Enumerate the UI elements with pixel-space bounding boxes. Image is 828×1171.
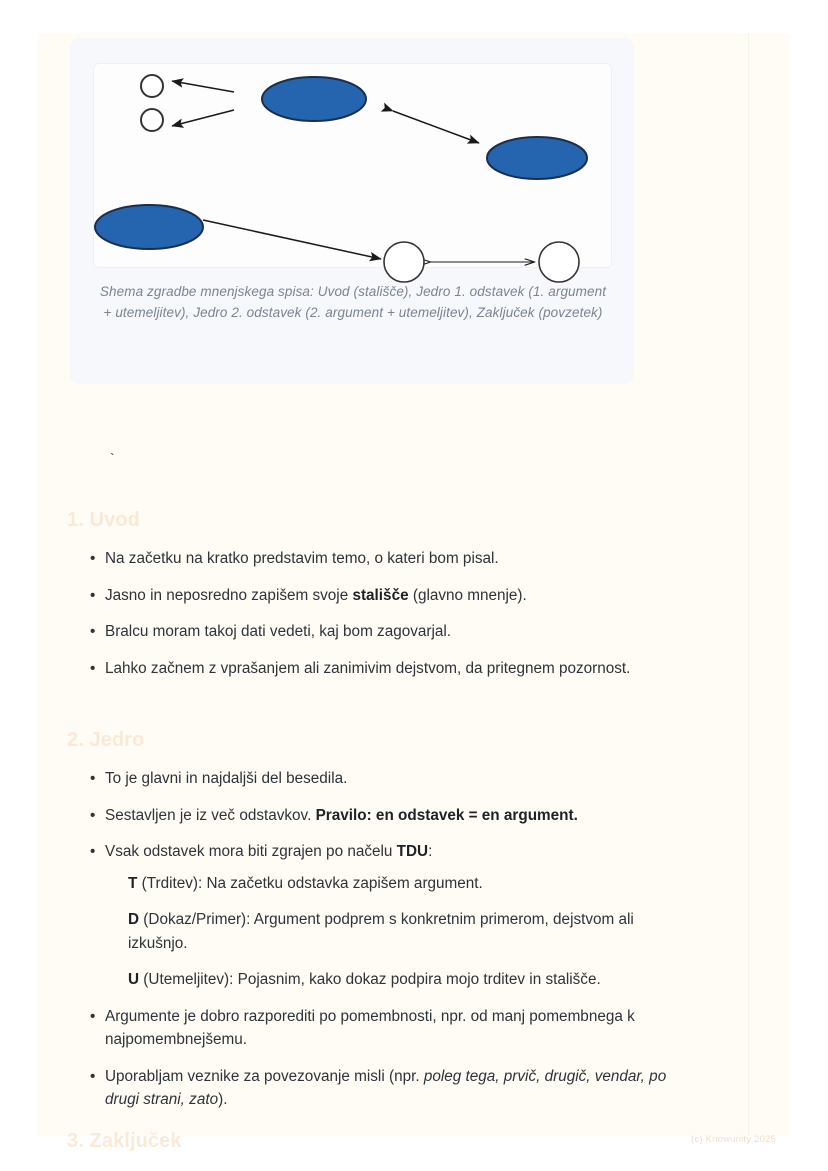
list-item-text: Vsak odstavek mora biti zgrajen po načelu TDU: (105, 843, 433, 860)
list-item-text: Na začetku na kratko predstavim temo, o kateri bom pisal. (105, 550, 499, 567)
schema-diagram-svg (94, 64, 611, 267)
bullet-marker (90, 584, 95, 608)
arrow-uvod-to-circle-second (172, 110, 234, 126)
list-item (67, 804, 667, 828)
bullet-marker (90, 804, 95, 828)
ellipse-jedro-2 (95, 205, 203, 249)
sub-list-item (105, 968, 667, 992)
page-vertical-rule (748, 33, 749, 1136)
list-item-text: To je glavni in najdaljši del besedila. (105, 770, 348, 787)
arrow-jedro2-to-zakljucek (203, 220, 381, 259)
stray-backtick-character: ` (108, 452, 117, 468)
figure-card (70, 38, 634, 384)
bullet-marker (90, 547, 95, 571)
small-circle-second-icon (141, 109, 163, 131)
bullet-list-uvod (67, 547, 667, 693)
list-item (67, 767, 667, 791)
list-item-text: Bralcu moram takoj dati vedeti, kaj bom zagovarjal. (105, 623, 452, 640)
bullet-marker (90, 840, 95, 864)
list-item-text: Uporabljam veznike za povezovanje misli (npr. poleg tega, prvič, drugič, vendar, po drugi strani, zato). (105, 1067, 667, 1108)
bullet-marker (90, 767, 95, 791)
sub-bullet-list-tdu (105, 872, 667, 992)
document-page (38, 33, 790, 1152)
list-item (67, 1005, 667, 1052)
circle-zakljucek-a (384, 242, 424, 282)
sub-list-item-text: U (Utemeljitev): Pojasnim, kako dokaz podpira mojo trditev in stališče. (128, 971, 601, 988)
section-heading-uvod: 1. Uvod (67, 509, 140, 531)
footer-watermark: (c) Knowunity 2025 (691, 1134, 776, 1145)
ellipse-jedro-1 (487, 137, 587, 179)
small-circle-top-icon (141, 75, 163, 97)
bullet-marker (90, 657, 95, 681)
bullet-marker (90, 1065, 95, 1089)
list-item-text: Argumente je dobro razporediti po pomembnosti, npr. od manj pomembnega k najpomembnejšemu. (105, 1007, 635, 1048)
ellipse-uvod (262, 77, 366, 121)
bullet-marker (90, 620, 95, 644)
section-heading-zakljucek: 3. Zaključek (67, 1130, 182, 1152)
section-heading-jedro: 2. Jedro (67, 729, 145, 751)
sub-list-item (105, 872, 667, 896)
list-item (67, 584, 667, 608)
arrow-uvod-to-circle-top (172, 81, 234, 92)
list-item (67, 840, 667, 992)
figure-caption: Shema zgradbe mnenjskega spisa: Uvod (stališče), Jedro 1. odstavek (1. argument + utemeljitev), Jedro 2. odstavek (2. argument + utemeljitev), Zaključek (povzetek) (99, 284, 607, 320)
bullet-list-jedro (67, 767, 667, 1125)
list-item (67, 620, 667, 644)
bullet-marker (90, 1005, 95, 1029)
diagram-image (93, 63, 612, 268)
circle-zakljucek-b (539, 242, 579, 282)
list-item (67, 547, 667, 571)
list-item-text: Sestavljen je iz več odstavkov. Pravilo: en odstavek = en argument. (105, 806, 578, 824)
sub-list-item-text: T (Trditev): Na začetku odstavka zapišem argument. (128, 874, 483, 892)
list-item (67, 657, 667, 681)
arrow-uvod-to-jedro1 (393, 111, 479, 143)
sub-list-item-text: D (Dokaz/Primer): Argument podprem s konkretnim primerom, dejstvom ali izkušnjo. (128, 911, 634, 952)
list-item-text: Lahko začnem z vprašanjem ali zanimivim dejstvom, da pritegnem pozornost. (105, 659, 631, 677)
sub-list-item (105, 908, 667, 955)
list-item (67, 1065, 667, 1112)
list-item-text: Jasno in neposredno zapišem svoje stališče (glavno mnenje). (105, 586, 527, 604)
